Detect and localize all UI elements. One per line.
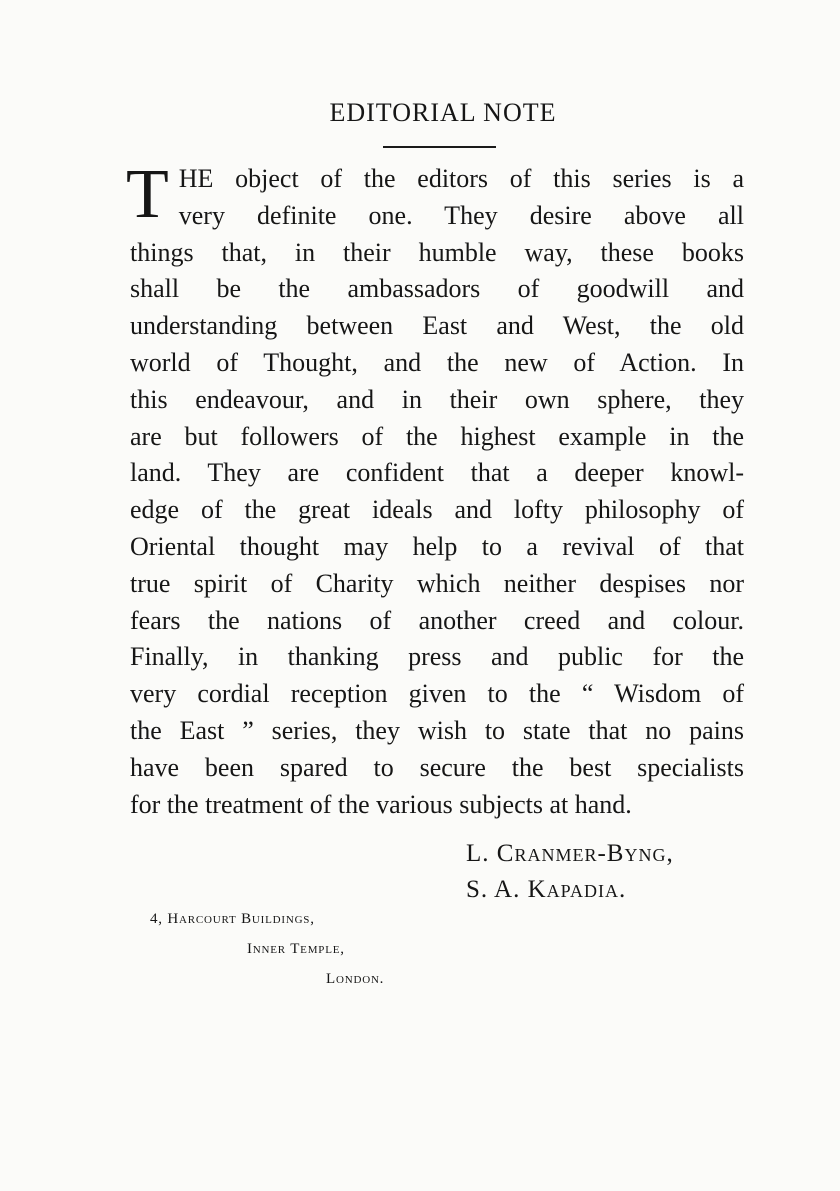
page-title: EDITORIAL NOTE: [329, 98, 557, 127]
paragraph-line: very cordial reception given to the “ Wisdom of: [130, 679, 744, 709]
paragraph-line: shall be the ambassadors of goodwill and: [130, 274, 744, 304]
paragraph-line: understanding between East and West, the old: [130, 311, 744, 341]
address-line-3: London.: [326, 971, 385, 987]
editorial-paragraph: [126, 156, 744, 823]
paragraph-line: world of Thought, and the new of Action. In: [130, 347, 744, 377]
title-rule: [383, 146, 496, 148]
paragraph-line: have been spared to secure the best specialists: [130, 752, 744, 782]
paragraph-line: this endeavour, and in their own sphere, they: [130, 384, 744, 414]
paragraph-line: Oriental thought may help to a revival of that: [130, 531, 744, 561]
paragraph-line: things that, in their humble way, these books: [130, 237, 744, 267]
paragraph-line: true spirit of Charity which neither despises nor: [130, 568, 744, 598]
paragraph-line: edge of the great ideals and lofty philosophy of: [130, 495, 744, 525]
paragraph-line: Finally, in thanking press and public for the: [130, 642, 744, 672]
paragraph-line: very definite one. They desire above all: [178, 200, 744, 230]
signature-cranmer-byng: L. Cranmer-Byng,: [466, 840, 674, 867]
paragraph-line: land. They are confident that a deeper knowl-: [130, 458, 744, 488]
paragraph-line: fears the nations of another creed and colour.: [130, 605, 744, 635]
paragraph-line: are but followers of the highest example in the: [130, 421, 744, 451]
address-line-2: Inner Temple,: [247, 941, 345, 957]
paragraph-line: for the treatment of the various subjects at hand.: [130, 789, 632, 819]
paragraph-line: HE object of the editors of this series is a: [178, 164, 744, 193]
address-block: [150, 904, 384, 994]
signature-kapadia: S. A. Kapadia.: [466, 876, 627, 903]
signatures: [466, 836, 674, 908]
paragraph-line: the East ” series, they wish to state that no pains: [130, 715, 744, 745]
address-line-1: 4, Harcourt Buildings,: [150, 911, 315, 927]
drop-cap: T: [126, 156, 169, 233]
